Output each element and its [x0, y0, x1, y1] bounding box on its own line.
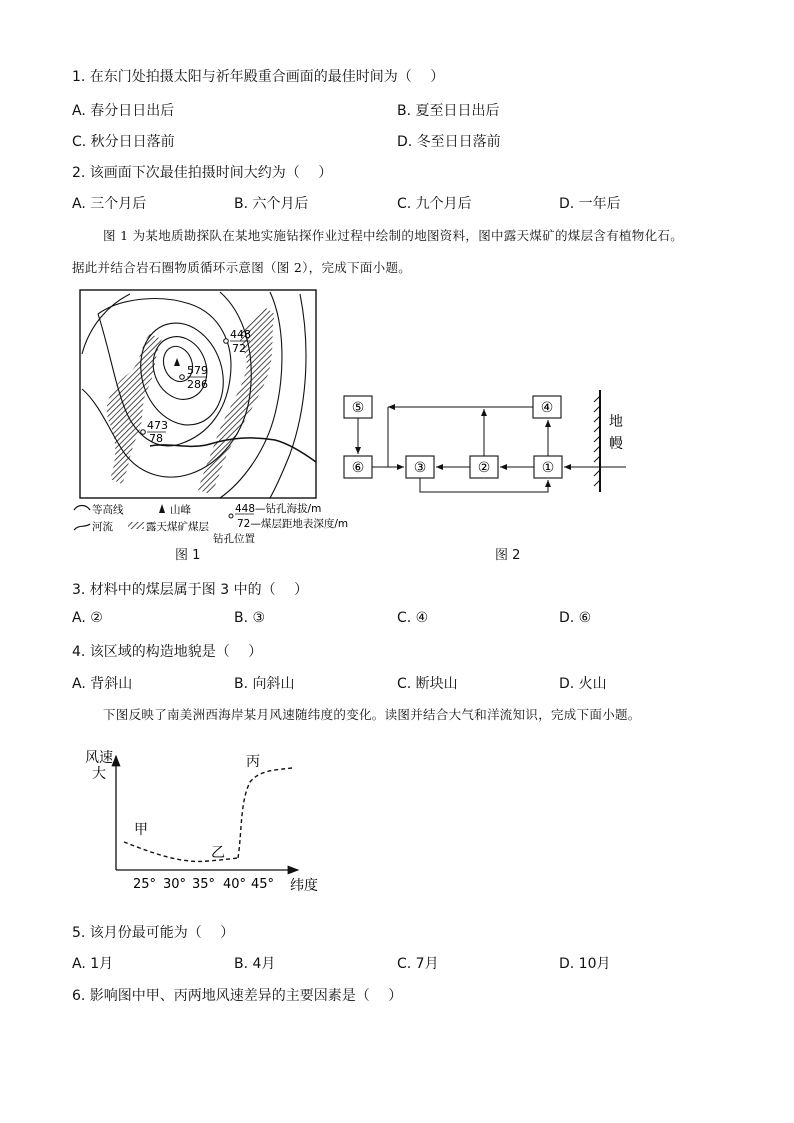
legend-depth-label: 72—煤层距地表深度/m [237, 518, 349, 530]
borehole-1-elev: 448 [230, 328, 251, 341]
y-axis-label-2: 大 [92, 766, 106, 782]
borehole-3 [141, 430, 146, 435]
tick-25: 25° [133, 877, 157, 892]
q1-option-a: A. 春分日日出后 [72, 103, 175, 119]
box-6-label: ⑥ [351, 460, 365, 476]
q3-stem: 3. 材料中的煤层属于图 3 中的（ ） [72, 582, 309, 598]
legend-coal-label: 露天煤矿煤层 [146, 521, 209, 533]
tick-45: 45° [251, 877, 275, 892]
q1-option-c: C. 秋分日日落前 [72, 134, 175, 150]
tick-40: 40° [223, 877, 247, 892]
figure-3-wind-chart [80, 742, 340, 897]
borehole-1-depth: 72 [232, 342, 246, 355]
q3-option-d: D. ⑥ [559, 610, 592, 626]
legend-peak-label: 山峰 [170, 504, 191, 516]
wind-curve-north [238, 768, 292, 858]
q4-option-a: A. 背斜山 [72, 676, 133, 692]
q2-option-c: C. 九个月后 [397, 196, 472, 212]
borehole-3-depth: 78 [149, 432, 163, 445]
box-3-label: ③ [413, 460, 427, 476]
mantle-label-2: 幔 [609, 436, 623, 452]
legend-peak-symbol [159, 504, 165, 513]
q6-stem: 6. 影响图中甲、丙两地风速差异的主要因素是（ ） [72, 988, 403, 1004]
borehole-3-elev: 473 [147, 419, 168, 432]
q3-option-c: C. ④ [397, 610, 429, 626]
q4-stem: 4. 该区域的构造地貌是（ ） [72, 644, 263, 660]
legend-site-label: 钻孔位置 [213, 533, 255, 545]
q1-option-b: B. 夏至日日出后 [397, 103, 500, 119]
q5-option-a: A. 1月 [72, 956, 114, 972]
legend-contour-symbol [74, 506, 90, 511]
box-5-label: ⑤ [351, 400, 365, 416]
legend-borehole-symbol [229, 514, 233, 518]
figure-2-rock-cycle [336, 386, 636, 498]
box-2-label: ② [477, 460, 491, 476]
q1-option-d: D. 冬至日日落前 [397, 134, 501, 150]
q3-option-a: A. ② [72, 610, 103, 626]
box-1-label: ① [541, 460, 555, 476]
borehole-2-elev: 579 [187, 364, 208, 377]
q5-option-c: C. 7月 [397, 956, 439, 972]
q5-stem: 5. 该月份最可能为（ ） [72, 925, 235, 941]
x-axis-label: 纬度 [290, 878, 318, 894]
q2-option-a: A. 三个月后 [72, 196, 147, 212]
legend-river-label: 河流 [92, 521, 113, 533]
label-bing: 丙 [246, 754, 260, 770]
borehole-2-depth: 286 [187, 378, 208, 391]
figure-1-map [70, 284, 360, 549]
mantle-label-1: 地 [609, 414, 623, 430]
tick-35: 35° [192, 877, 216, 892]
material1-line2: 据此并结合岩石圈物质循环示意图（图 2），完成下面小题。 [72, 260, 412, 275]
arrow-3-to-1 [420, 478, 548, 492]
borehole-2 [180, 375, 185, 380]
legend-river-symbol [74, 524, 90, 530]
q2-stem: 2. 该画面下次最佳拍摄时间大约为（ ） [72, 165, 333, 181]
q1-stem: 1. 在东门处拍摄太阳与祈年殿重合画面的最佳时间为（ ） [72, 69, 445, 85]
q4-option-b: B. 向斜山 [234, 676, 295, 692]
figure-2-caption: 图 2 [495, 548, 521, 563]
box-4-label: ④ [540, 400, 554, 416]
q2-option-d: D. 一年后 [559, 196, 621, 212]
legend-elev-label: 448—钻孔海拔/m [235, 503, 322, 515]
legend-coal-symbol [128, 522, 144, 529]
borehole-1 [224, 339, 229, 344]
label-yi: 乙 [211, 845, 225, 861]
tick-30: 30° [163, 877, 187, 892]
q5-option-d: D. 10月 [559, 956, 611, 972]
y-axis-label-1: 风速 [85, 750, 113, 766]
q2-option-b: B. 六个月后 [234, 196, 309, 212]
material2-line1: 下图反映了南美洲西海岸某月风速随纬度的变化。读图并结合大气和洋流知识，完成下面小题。 [103, 707, 641, 722]
q4-option-c: C. 断块山 [397, 676, 458, 692]
label-jia: 甲 [134, 822, 148, 838]
q5-option-b: B. 4月 [234, 956, 276, 972]
q4-option-d: D. 火山 [559, 676, 607, 692]
figure-1-caption: 图 1 [175, 548, 201, 563]
material1-line1: 图 1 为某地质勘探队在某地实施钻探作业过程中绘制的地图资料，图中露天煤矿的煤层含有植物化石。 [103, 228, 684, 243]
q3-option-b: B. ③ [234, 610, 266, 626]
legend-contour-label: 等高线 [92, 504, 124, 516]
